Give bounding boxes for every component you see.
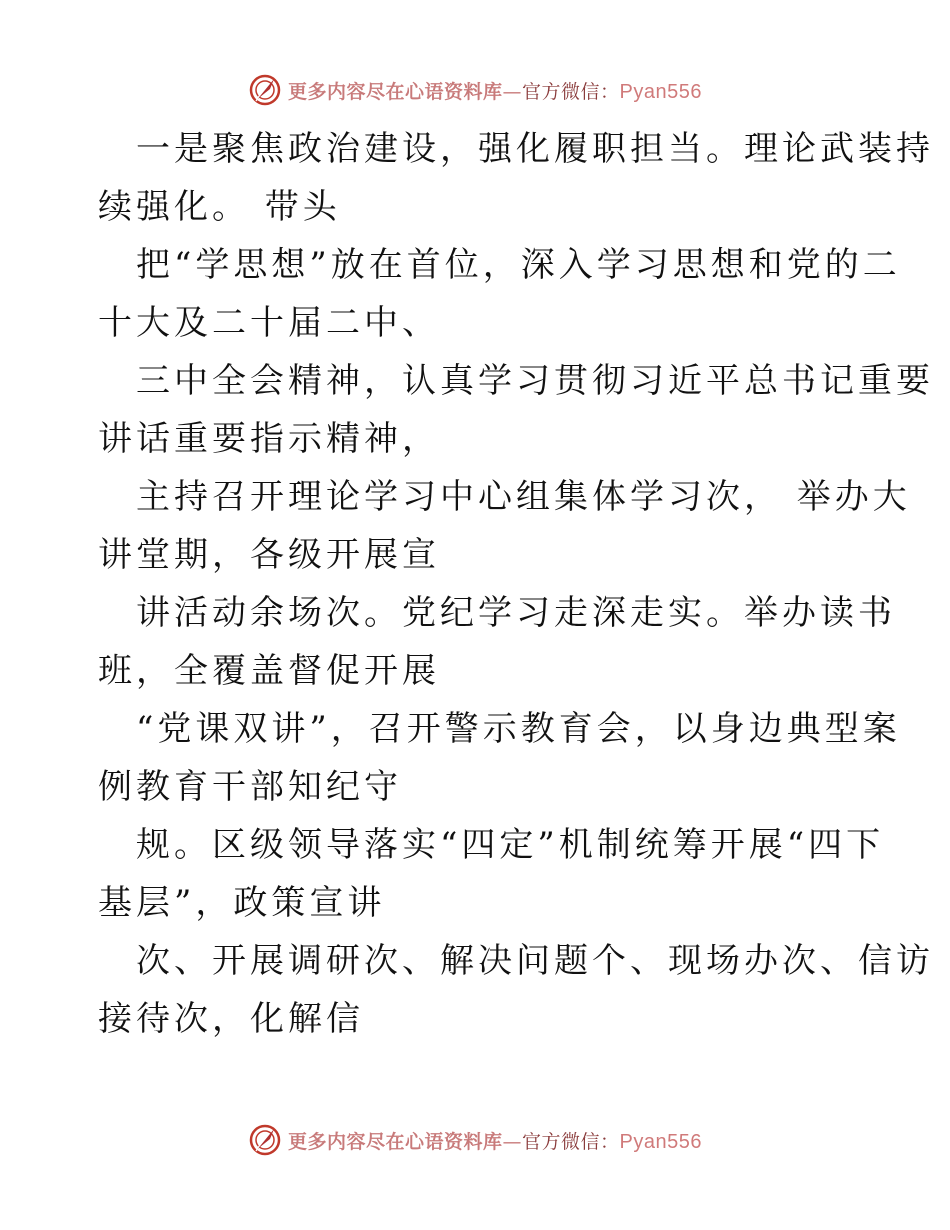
quill-logo-icon bbox=[248, 73, 282, 107]
watermark-text bbox=[288, 1127, 702, 1154]
watermark-wechat-id: Pyan556 bbox=[619, 80, 702, 103]
watermark-dash: — bbox=[502, 80, 523, 103]
watermark-label: 官方微信： bbox=[522, 80, 620, 103]
text-line: 班，全覆盖督促开展 bbox=[98, 651, 440, 691]
text-line: “党课双讲”，召开警示教育会，以身边典型案 bbox=[136, 709, 901, 749]
text-line: 例教育干部知纪守 bbox=[98, 767, 402, 807]
footer-watermark bbox=[0, 1120, 950, 1160]
watermark-wechat-id: Pyan556 bbox=[619, 1130, 702, 1153]
text-line: 把“学思想”放在首位，深入学习思想和党的二 bbox=[136, 245, 901, 285]
text-line: 次、开展调研次、解决问题个、现场办次、信访 bbox=[136, 941, 934, 981]
text-line: 续强化。 带头 bbox=[98, 187, 341, 227]
quill-logo-icon bbox=[248, 1123, 282, 1157]
text-line: 主持召开理论学习中心组集体学习次， 举办大 bbox=[136, 477, 911, 517]
text-line: 讲话重要指示精神， bbox=[98, 419, 440, 459]
text-line: 接待次，化解信 bbox=[98, 999, 364, 1039]
watermark-brand: 更多内容尽在心语资料库 bbox=[288, 80, 503, 103]
text-line: 讲活动余场次。党纪学习走深走实。举办读书 bbox=[136, 593, 896, 633]
text-line: 基层”，政策宣讲 bbox=[98, 883, 386, 923]
header-watermark bbox=[0, 70, 950, 110]
watermark-text bbox=[288, 77, 702, 104]
text-line: 三中全会精神，认真学习贯彻习近平总书记重要 bbox=[136, 361, 934, 401]
watermark-label: 官方微信： bbox=[522, 1130, 620, 1153]
document-body bbox=[98, 120, 934, 1048]
text-line: 讲堂期，各级开展宣 bbox=[98, 535, 440, 575]
watermark-dash: — bbox=[502, 1130, 523, 1153]
text-line: 规。区级领导落实“四定”机制统筹开展“四下 bbox=[136, 825, 885, 865]
text-line: 一是聚焦政治建设，强化履职担当。理论武装持 bbox=[136, 129, 934, 169]
text-line: 十大及二十届二中、 bbox=[98, 303, 440, 343]
watermark-brand: 更多内容尽在心语资料库 bbox=[288, 1130, 503, 1153]
